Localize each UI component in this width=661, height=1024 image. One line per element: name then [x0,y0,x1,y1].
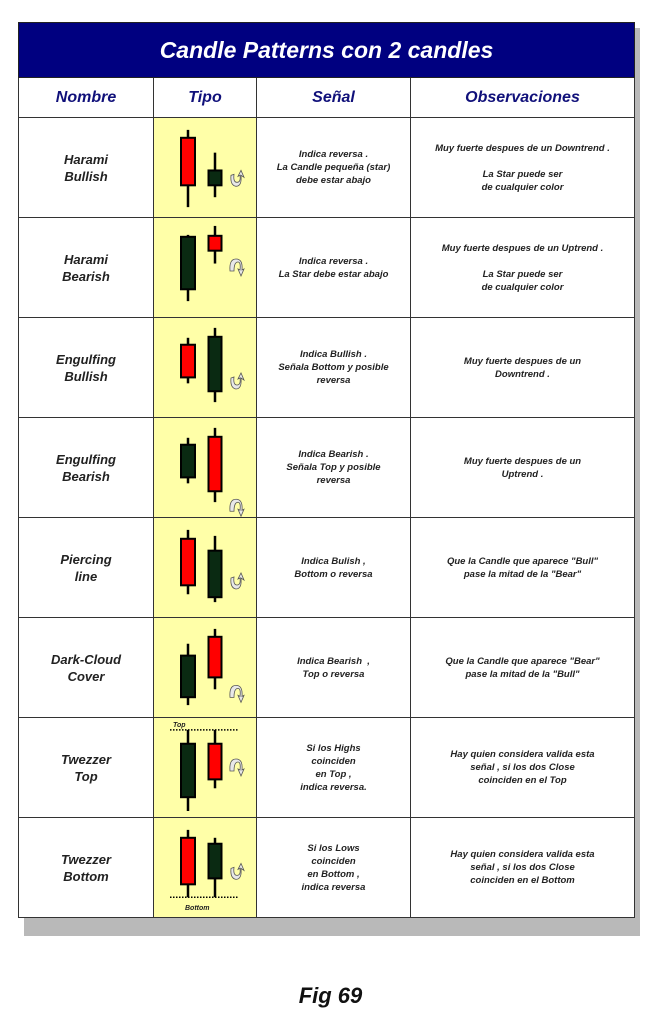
observation-text [411,318,635,418]
pattern-diagram [154,118,257,218]
candle-body [209,170,222,185]
observation-text [411,518,635,618]
pattern-name-line: Engulfing [56,351,116,367]
candle-body [209,744,222,780]
observation-text [411,418,635,518]
observation-text-line: Muy fuerte despues de un Downtrend . [435,142,610,154]
bullish-candle [181,730,195,811]
pattern-name [19,218,154,318]
pattern-row [19,818,635,918]
signal-text-line: en Bottom , [307,868,360,880]
observation-text [411,618,635,718]
candle-body [181,445,195,478]
observation-text-line: Muy fuerte despues de un Uptrend . [441,242,604,254]
signal-text-line: reversa [316,475,351,486]
signal-text-line: Bottom o reversa [294,568,373,580]
pattern-row [19,618,635,718]
observation-text-line: Downtrend . [495,368,550,380]
bearish-candle [181,530,195,594]
observation-text-line: coinciden en el Bottom [470,875,575,886]
pattern-diagram [154,818,257,918]
candle-body [181,656,195,698]
signal-text-line: en Top , [315,768,352,780]
candle-body [181,237,195,289]
signal-text-line: Indica Bearish . [298,449,369,460]
bullish-candle [209,153,222,198]
up-turn-icon [231,170,244,186]
pattern-name-line: Bullish [64,368,108,384]
observation-text-line: Muy fuerte despues de un [463,455,582,467]
candle-body [209,236,222,251]
pattern-name-line: Harami [63,151,109,167]
candle-body [209,551,222,598]
observation-text-line: pase la mitad de la "Bull" [465,668,580,680]
candlestick-diagram [155,818,255,917]
observation-text-line: Muy fuerte despues de un [463,355,582,367]
pattern-name [19,518,154,618]
header-nombre: Nombre [19,78,154,118]
bearish-candle [181,338,195,384]
pattern-name-line: Bearish [62,468,110,484]
table-title: Candle Patterns con 2 candles [19,23,635,78]
down-turn-icon [230,259,244,276]
candlestick-diagram [155,218,255,317]
pattern-name-line: line [74,568,98,584]
bullish-candle [181,438,195,484]
signal-text-line: La Candle pequeña (star) [276,162,391,173]
bearish-candle [209,428,222,502]
pattern-name [19,718,154,818]
bullish-candle [209,536,222,602]
observation-text-line: de cualquier color [481,181,564,193]
candlestick-diagram [155,718,255,817]
observation-text-line: Que la Candle que aparece "Bull" [446,555,599,567]
pattern-diagram [154,318,257,418]
bearish-candle [209,226,222,264]
down-turn-icon [230,685,244,702]
signal-text [257,818,411,918]
signal-text-line: coinciden [311,855,356,867]
signal-text [257,418,411,518]
observation-text-line: de cualquier color [481,281,564,293]
observation-text-line: Uptrend . [501,468,544,480]
signal-text-line: Si los Highs [306,742,361,754]
candlestick-diagram [155,118,255,217]
signal-text-line: Indica Bearish , [297,655,370,667]
signal-text [257,618,411,718]
signal-text-line: debe estar abajo [296,175,371,186]
candlestick-diagram [155,518,255,617]
signal-text-line: Indica Bullish . [299,349,368,360]
bullish-candle [209,838,222,897]
pattern-name-line: Top [74,768,98,784]
signal-text-line: La Star debe estar abajo [278,268,389,280]
pattern-diagram [154,518,257,618]
down-turn-icon [230,499,244,516]
bearish-candle [209,730,222,788]
signal-text-line: Indica Bulish , [301,555,366,567]
observation-text [411,118,635,218]
candle-body [209,437,222,491]
pattern-name-line: Dark-Cloud [50,651,122,667]
pattern-name-line: Engulfing [56,451,116,467]
pattern-name [19,318,154,418]
signal-text-line: Top o reversa [302,668,365,680]
pattern-name-line: Cover [67,668,105,684]
candle-body [181,744,195,797]
signal-text-line: Señala Top y posible [286,462,381,473]
signal-text-line: Indica reversa . [298,149,369,160]
candle-body [181,838,195,885]
observation-text-line [411,255,634,268]
signal-text [257,118,411,218]
down-turn-icon [230,759,244,776]
pattern-diagram [154,218,257,318]
observation-text-line: Que la Candle que aparece "Bear" [445,655,600,667]
observation-text-line: Hay quien considera valida esta [450,849,595,860]
signal-text-line: Señala Bottom y posible [278,362,389,373]
pattern-diagram [154,718,257,818]
pattern-row [19,718,635,818]
header-senal: Señal [257,78,411,118]
top-level-label: Top [173,721,186,729]
pattern-name-line: Piercing [60,551,112,567]
header-tipo: Tipo [154,78,257,118]
pattern-name [19,418,154,518]
pattern-name [19,818,154,918]
bullish-candle [181,235,195,301]
signal-text [257,718,411,818]
signal-text-line: indica reversa [301,881,366,893]
pattern-name-line: Bullish [64,168,108,184]
signal-text-line: Si los Lows [307,842,360,854]
pattern-row [19,518,635,618]
candlestick-diagram [155,618,255,717]
bearish-candle [181,830,195,897]
bearish-candle [181,130,195,207]
observation-text [411,718,635,818]
header-observaciones: Observaciones [411,78,635,118]
observation-text-line: señal , si los dos Close [470,762,575,773]
pattern-row [19,418,635,518]
signal-text-line: Indica reversa . [298,255,369,267]
up-turn-icon [231,573,244,589]
bearish-candle [209,629,222,689]
pattern-name [19,118,154,218]
up-turn-icon [231,373,244,389]
signal-text [257,218,411,318]
observation-text-line: Hay quien considera valida esta [450,749,595,760]
pattern-name-line: Bottom [63,868,109,884]
candle-body [181,539,195,586]
signal-text [257,318,411,418]
signal-text-line: indica reversa. [300,781,367,793]
pattern-name-line: Bearish [62,268,110,284]
signal-text-line: coinciden [311,755,356,767]
observation-text [411,818,635,918]
candle-body [181,138,195,186]
candle-patterns-sheet [18,22,634,918]
bottom-level-label: Bottom [185,905,210,913]
candlestick-diagram [155,418,255,517]
observation-text-line [411,155,634,168]
bullish-candle [209,328,222,402]
pattern-name [19,618,154,718]
pattern-name-line: Twezzer [60,851,112,867]
candle-body [209,337,222,391]
observation-text-line: pase la mitad de la "Bear" [463,568,582,580]
observation-text-line: señal , si los dos Close [470,862,575,873]
candle-body [209,844,222,879]
signal-text [257,518,411,618]
observation-text [411,218,635,318]
figure-caption: Fig 69 [298,983,363,1008]
observation-text-line: La Star puede ser [482,168,563,180]
observation-text-line: La Star puede ser [482,268,563,280]
signal-text-line: reversa [316,375,351,386]
pattern-diagram [154,418,257,518]
pattern-row [19,218,635,318]
up-turn-icon [231,863,244,879]
candle-patterns-table [18,22,635,918]
pattern-row [19,118,635,218]
bullish-candle [181,644,195,705]
pattern-diagram [154,618,257,718]
candle-body [181,345,195,378]
pattern-name-line: Twezzer [60,751,112,767]
observation-text-line: coinciden en el Top [478,775,567,786]
candlestick-diagram [155,318,255,417]
pattern-name-line: Harami [63,251,109,267]
candle-body [209,637,222,678]
pattern-row [19,318,635,418]
